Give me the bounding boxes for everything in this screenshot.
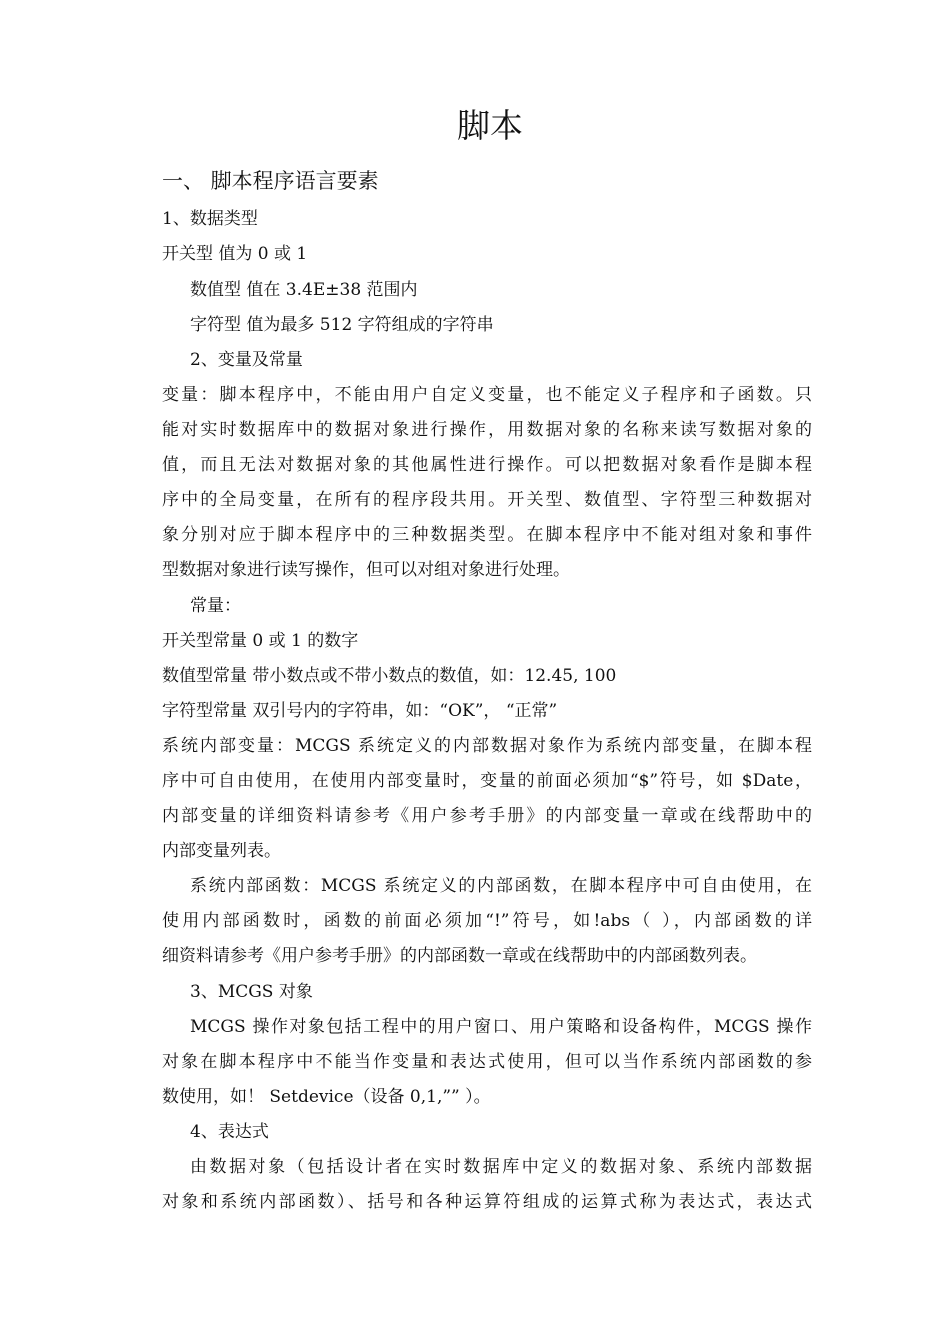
text-line: 开关型 值为 0 或 1: [162, 244, 308, 264]
paragraph-line: 内部变量列表。: [162, 841, 281, 861]
paragraph-line: MCGS 操作对象包括工程中的用户窗口、用户策略和设备构件，MCGS 操作: [190, 1017, 812, 1037]
paragraph-line: 对象和系统内部函数）、括号和各种运算符组成的运算式称为表达式，表达式: [162, 1192, 812, 1212]
paragraph-line: 象分别对应于脚本程序中的三种数据类型。在脚本程序中不能对组对象和事件: [162, 525, 812, 545]
section-heading: 一、 脚本程序语言要素: [162, 169, 379, 193]
paragraph-line: 内部变量的详细资料请参考《用户参考手册》的内部变量一章或在线帮助中的: [162, 806, 812, 826]
paragraph-line: 值，而且无法对数据对象的其他属性进行操作。可以把数据对象看作是脚本程: [162, 455, 812, 475]
paragraph-line: 型数据对象进行读写操作，但可以对组对象进行处理。: [162, 560, 570, 580]
text-line: 数值型 值在 3.4E±38 范围内: [190, 280, 418, 300]
subheading-data-types: 1、数据类型: [162, 209, 258, 229]
paragraph-line: 数使用，如！ Setdevice（设备 0,1,”” ）。: [162, 1087, 491, 1107]
paragraph-line: 能对实时数据库中的数据对象进行操作，用数据对象的名称来读写数据对象的: [162, 420, 812, 440]
paragraph-line: 使用内部函数时，函数的前面必须加“!”符号，如!abs（ ），内部函数的详: [162, 911, 812, 931]
text-line: 常量：: [190, 596, 241, 616]
paragraph-line: 序中的全局变量，在所有的程序段共用。开关型、数值型、字符型三种数据对: [162, 490, 812, 510]
paragraph-line: 系统内部函数：MCGS 系统定义的内部函数，在脚本程序中可自由使用，在: [190, 876, 812, 896]
paragraph-line: 对象在脚本程序中不能当作变量和表达式使用，但可以当作系统内部函数的参: [162, 1052, 812, 1072]
text-line: 字符型常量 双引号内的字符串，如：“OK”， “正常”: [162, 701, 558, 721]
paragraph-line: 序中可自由使用，在使用内部变量时，变量的前面必须加“$”符号，如 $Date，: [162, 771, 812, 791]
paragraph-line: 细资料请参考《用户参考手册》的内部函数一章或在线帮助中的内部函数列表。: [162, 946, 757, 966]
text-line: 字符型 值为最多 512 字符组成的字符串: [190, 315, 494, 335]
paragraph-line: 变量：脚本程序中，不能由用户自定义变量，也不能定义子程序和子函数。只: [162, 385, 812, 405]
paragraph-line: 系统内部变量：MCGS 系统定义的内部数据对象作为系统内部变量，在脚本程: [162, 736, 812, 756]
paragraph-line: 由数据对象（包括设计者在实时数据库中定义的数据对象、系统内部数据: [190, 1157, 812, 1177]
subheading-mcgs-objects: 3、MCGS 对象: [190, 982, 313, 1002]
page-title: 脚本: [457, 106, 523, 145]
text-line: 数值型常量 带小数点或不带小数点的数值，如：12.45, 100: [162, 666, 617, 686]
text-line: 开关型常量 0 或 1 的数字: [162, 631, 359, 651]
subheading-expressions: 4、表达式: [190, 1122, 269, 1142]
subheading-variables: 2、变量及常量: [190, 350, 303, 370]
